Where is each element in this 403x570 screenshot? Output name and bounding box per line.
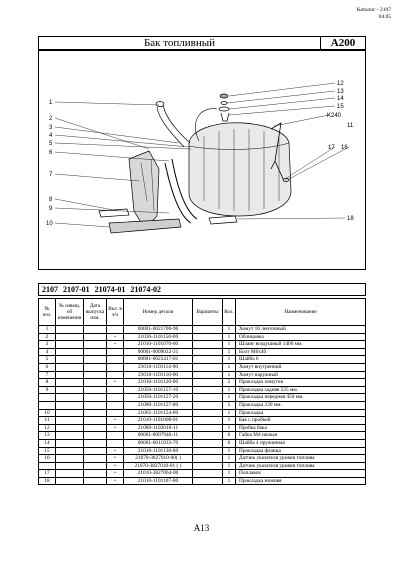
table-header-row bbox=[39, 299, 366, 326]
cell-name: Гайка М4 низкая bbox=[236, 432, 366, 440]
cell-notice bbox=[56, 386, 84, 394]
strap-outer bbox=[165, 163, 191, 223]
cell-spare bbox=[107, 394, 124, 402]
cell-variants bbox=[193, 439, 223, 447]
cell-variants bbox=[193, 394, 223, 402]
cell-part-number: 21010-1101008-01 bbox=[124, 417, 193, 425]
cell-date bbox=[84, 455, 107, 463]
cell-pos: 1 bbox=[39, 326, 56, 334]
cell-variants bbox=[193, 477, 223, 485]
cell-notice bbox=[56, 447, 84, 455]
table-row bbox=[39, 394, 366, 402]
cell-pos: 8 bbox=[39, 379, 56, 387]
cell-qty: 1 bbox=[223, 333, 236, 341]
cell-variants bbox=[193, 341, 223, 349]
cell-part-number: 21010-1101070-00 bbox=[124, 341, 193, 349]
callout-8: 8 bbox=[49, 197, 53, 203]
col-header-qty: Кол. bbox=[223, 299, 236, 326]
cell-name: Хомут наружный bbox=[236, 371, 366, 379]
cell-name: Прокладка bbox=[236, 409, 366, 417]
cell-pos: 2 bbox=[39, 333, 56, 341]
cell-spare: + bbox=[107, 341, 124, 349]
cell-qty: 1 bbox=[223, 363, 236, 371]
cell-spare bbox=[107, 439, 124, 447]
cell-name: Прокладка хомутов bbox=[236, 379, 366, 387]
cell-variants bbox=[193, 462, 223, 470]
cell-name: Болт М6х40 bbox=[236, 348, 366, 356]
cell-qty: 1 bbox=[223, 409, 236, 417]
cell-pos bbox=[39, 394, 56, 402]
cell-pos: 14 bbox=[39, 439, 56, 447]
cell-name: Датчик указателя уровня топлива bbox=[236, 455, 366, 463]
section-header bbox=[38, 36, 366, 50]
cell-notice bbox=[56, 341, 84, 349]
cell-qty: 1 bbox=[223, 371, 236, 379]
callout-2: 2 bbox=[49, 116, 53, 122]
cell-qty: 1 bbox=[223, 417, 236, 425]
cell-part-number: 21070-3827010-00( ) bbox=[124, 455, 193, 463]
table-row bbox=[39, 417, 366, 425]
cell-qty: 6 bbox=[223, 439, 236, 447]
cell-qty: 1 bbox=[223, 348, 236, 356]
callout-9: 9 bbox=[49, 206, 53, 212]
callout-4: 4 bbox=[49, 133, 53, 139]
cell-part-number: 21080-1103010-11 bbox=[124, 424, 193, 432]
cell-spare bbox=[107, 432, 124, 440]
cell-notice bbox=[56, 439, 84, 447]
cell-date bbox=[84, 379, 107, 387]
parts-diagram bbox=[38, 50, 366, 270]
table-row bbox=[39, 333, 366, 341]
cell-date bbox=[84, 363, 107, 371]
cell-part-number: 21010-1101120-00 bbox=[124, 379, 193, 387]
cell-part-number: 00001-0007940-11 bbox=[124, 432, 193, 440]
cell-pos: 18 bbox=[39, 477, 56, 485]
callout-16: 16 bbox=[341, 145, 348, 151]
table-row bbox=[39, 401, 366, 409]
table-row bbox=[39, 409, 366, 417]
cell-notice bbox=[56, 424, 84, 432]
cell-spare: + bbox=[107, 333, 124, 341]
cell-date bbox=[84, 470, 107, 478]
cell-spare: + bbox=[107, 477, 124, 485]
cell-qty: 1 bbox=[223, 424, 236, 432]
cell-name: Пробка бака bbox=[236, 424, 366, 432]
cell-part-number: 21010-1101138-00 bbox=[124, 447, 193, 455]
parts-table bbox=[38, 298, 366, 485]
cell-spare: + bbox=[107, 462, 124, 470]
cell-variants bbox=[193, 447, 223, 455]
cell-spare bbox=[107, 401, 124, 409]
callout-10: 10 bbox=[46, 221, 53, 227]
cell-variants bbox=[193, 363, 223, 371]
catalog-line-1: Каталог - 2107 bbox=[356, 7, 391, 13]
col-header-spare: Вкл. в з/ч bbox=[107, 299, 124, 326]
cell-variants bbox=[193, 432, 223, 440]
cell-part-number: 21010-1101110-00 bbox=[124, 371, 193, 379]
cell-date bbox=[84, 447, 107, 455]
callout-12: 12 bbox=[337, 81, 344, 87]
cell-name: Облицовка bbox=[236, 333, 366, 341]
callout-1: 1 bbox=[49, 100, 53, 106]
cell-pos: 6 bbox=[39, 363, 56, 371]
callout-18: 18 bbox=[347, 216, 354, 222]
cell-notice bbox=[56, 363, 84, 371]
callout-3: 3 bbox=[49, 125, 53, 131]
cell-qty: 6 bbox=[223, 432, 236, 440]
cell-date bbox=[84, 477, 107, 485]
cell-pos: 16 bbox=[39, 455, 56, 463]
cell-spare bbox=[107, 386, 124, 394]
cell-name: Поплавок bbox=[236, 470, 366, 478]
cell-date bbox=[84, 432, 107, 440]
cell-date bbox=[84, 439, 107, 447]
callout-15: 15 bbox=[337, 104, 344, 110]
callout-13: 13 bbox=[337, 89, 344, 95]
cell-qty: 2 bbox=[223, 379, 236, 387]
section-code: A200 bbox=[330, 37, 356, 49]
callout-11: 11 bbox=[347, 123, 354, 129]
cell-date bbox=[84, 401, 107, 409]
cell-spare: + bbox=[107, 447, 124, 455]
table-row bbox=[39, 455, 366, 463]
section-title: Бак топливный bbox=[39, 37, 321, 49]
cell-qty: 1 bbox=[223, 341, 236, 349]
page-number: A13 bbox=[193, 523, 210, 533]
parts-table-section bbox=[38, 283, 366, 485]
cell-part-number: 21061-1101154-00 bbox=[124, 409, 193, 417]
cell-name: Хомут 16 ленточный bbox=[236, 326, 366, 334]
cell-date bbox=[84, 341, 107, 349]
cell-part-number: 21010-1101114-00 bbox=[124, 363, 193, 371]
cell-pos: 11 bbox=[39, 417, 56, 425]
cell-notice bbox=[56, 432, 84, 440]
cell-name: Прокладка нижняя bbox=[236, 477, 366, 485]
cell-notice bbox=[56, 333, 84, 341]
cell-pos: 7 bbox=[39, 371, 56, 379]
cell-spare bbox=[107, 371, 124, 379]
table-row bbox=[39, 439, 366, 447]
cell-spare bbox=[107, 348, 124, 356]
cell-notice bbox=[56, 462, 84, 470]
cell-part-number: 00001-0025417-01 bbox=[124, 356, 193, 364]
cell-variants bbox=[193, 409, 223, 417]
cell-spare: + bbox=[107, 417, 124, 425]
cell-name: Шайба 6 bbox=[236, 356, 366, 364]
cell-notice bbox=[56, 371, 84, 379]
cell-pos: 13 bbox=[39, 432, 56, 440]
cell-date bbox=[84, 409, 107, 417]
col-header-name: Наименование bbox=[236, 299, 366, 326]
table-row bbox=[39, 470, 366, 478]
cell-notice bbox=[56, 401, 84, 409]
callout-14: 14 bbox=[337, 96, 344, 102]
cell-qty: 1 bbox=[223, 477, 236, 485]
cell-qty: 1 bbox=[223, 462, 236, 470]
cell-date bbox=[84, 417, 107, 425]
table-body bbox=[39, 326, 366, 485]
cell-pos: 3 bbox=[39, 341, 56, 349]
cell-variants bbox=[193, 470, 223, 478]
cell-variants bbox=[193, 386, 223, 394]
cell-spare: + bbox=[107, 379, 124, 387]
cell-name: Хомут внутренний bbox=[236, 363, 366, 371]
col-header-date: Дата выпуска изм. bbox=[84, 299, 107, 326]
callout-17: 17 bbox=[328, 145, 335, 151]
cell-date bbox=[84, 462, 107, 470]
cell-pos: 10 bbox=[39, 409, 56, 417]
table-row bbox=[39, 371, 366, 379]
cell-pos: 4 bbox=[39, 348, 56, 356]
cell-name: Шайба 4 пружинная bbox=[236, 439, 366, 447]
cell-notice bbox=[56, 379, 84, 387]
table-row bbox=[39, 348, 366, 356]
table-row bbox=[39, 341, 366, 349]
cell-variants bbox=[193, 424, 223, 432]
table-row bbox=[39, 447, 366, 455]
cell-date bbox=[84, 348, 107, 356]
cell-qty: 1 bbox=[223, 455, 236, 463]
cell-pos bbox=[39, 401, 56, 409]
table-row bbox=[39, 477, 366, 485]
col-header-part-number: Номер детали bbox=[124, 299, 193, 326]
cell-part-number: 21070-3827010-01 ( ) bbox=[124, 462, 193, 470]
cell-notice bbox=[56, 409, 84, 417]
cell-variants bbox=[193, 356, 223, 364]
cell-notice bbox=[56, 417, 84, 425]
cell-variants bbox=[193, 417, 223, 425]
col-header-pos: № поз. bbox=[39, 299, 56, 326]
cell-spare: + bbox=[107, 424, 124, 432]
models-line: 2107 2107-01 21074-01 21074-02 bbox=[38, 283, 366, 296]
cell-variants bbox=[193, 401, 223, 409]
col-header-variants: Варианты bbox=[193, 299, 223, 326]
fuel-cap bbox=[220, 94, 228, 98]
cell-part-number: 21010-1101107-00 bbox=[124, 477, 193, 485]
cell-spare: + bbox=[107, 455, 124, 463]
table-row bbox=[39, 379, 366, 387]
cell-variants bbox=[193, 455, 223, 463]
table-row bbox=[39, 424, 366, 432]
cell-notice bbox=[56, 348, 84, 356]
cell-part-number: 00001-0021700-90 bbox=[124, 326, 193, 334]
cell-pos: 17 bbox=[39, 470, 56, 478]
cell-qty: 1 bbox=[223, 386, 236, 394]
fuel-tank-drawing bbox=[39, 51, 367, 271]
cell-spare bbox=[107, 409, 124, 417]
cell-notice bbox=[56, 477, 84, 485]
tank-outline bbox=[189, 123, 291, 216]
cell-pos: 15 bbox=[39, 447, 56, 455]
cell-notice bbox=[56, 326, 84, 334]
cell-name: Бак с пробкой bbox=[236, 417, 366, 425]
callout-5: 5 bbox=[49, 141, 53, 147]
cell-part-number: 00001-0009032-21 bbox=[124, 348, 193, 356]
cell-pos: 9 bbox=[39, 386, 56, 394]
cell-qty: 1 bbox=[223, 470, 236, 478]
cell-name: Прокладка фланца bbox=[236, 447, 366, 455]
cell-spare bbox=[107, 356, 124, 364]
cell-notice bbox=[56, 455, 84, 463]
cell-pos: 5 bbox=[39, 356, 56, 364]
cell-date bbox=[84, 394, 107, 402]
cell-date bbox=[84, 326, 107, 334]
cell-part-number: 21080-1101157-00 bbox=[124, 401, 193, 409]
cell-spare: + bbox=[107, 470, 124, 478]
cell-part-number: 21050-1101157-10 bbox=[124, 386, 193, 394]
cell-part-number: 21010-3827064-00 bbox=[124, 470, 193, 478]
cell-qty: 1 bbox=[223, 326, 236, 334]
left-cover bbox=[129, 151, 159, 229]
cell-variants bbox=[193, 348, 223, 356]
col-header-notice: № извещ. об изменении bbox=[56, 299, 84, 326]
cell-variants bbox=[193, 379, 223, 387]
table-row bbox=[39, 386, 366, 394]
cell-spare bbox=[107, 326, 124, 334]
cell-part-number: 21050-1101157-20 bbox=[124, 394, 193, 402]
table-row bbox=[39, 363, 366, 371]
cell-variants bbox=[193, 371, 223, 379]
cell-name: Датчик указателя уровня топлива bbox=[236, 462, 366, 470]
catalog-info bbox=[357, 7, 391, 20]
cell-variants bbox=[193, 333, 223, 341]
cell-date bbox=[84, 333, 107, 341]
cell-date bbox=[84, 424, 107, 432]
cell-name: Шланг воздушный 1400 мм. bbox=[236, 341, 366, 349]
cell-name: Прокладка задняя 225 мм. bbox=[236, 386, 366, 394]
cell-spare bbox=[107, 363, 124, 371]
cell-notice bbox=[56, 394, 84, 402]
cell-part-number: 00001-0011933-70 bbox=[124, 439, 193, 447]
table-row bbox=[39, 356, 366, 364]
bottom-gasket bbox=[109, 219, 181, 233]
cell-date bbox=[84, 371, 107, 379]
cell-qty: 1 bbox=[223, 356, 236, 364]
cell-qty: 1 bbox=[223, 394, 236, 402]
cell-variants bbox=[193, 326, 223, 334]
cell-notice bbox=[56, 356, 84, 364]
cell-qty: 5 bbox=[223, 401, 236, 409]
cell-part-number: 21030-1101150-00 bbox=[124, 333, 193, 341]
cell-name: Прокладка 220 мм. bbox=[236, 401, 366, 409]
cell-notice bbox=[56, 470, 84, 478]
cell-pos bbox=[39, 462, 56, 470]
callout-7: 7 bbox=[49, 172, 53, 178]
callout-6: 6 bbox=[49, 150, 53, 156]
cell-date bbox=[84, 356, 107, 364]
table-row bbox=[39, 326, 366, 334]
callout-k240: K240 bbox=[327, 113, 342, 119]
cell-pos: 12 bbox=[39, 424, 56, 432]
catalog-line-2: 04.05 bbox=[378, 13, 391, 20]
cell-date bbox=[84, 386, 107, 394]
cell-qty: 1 bbox=[223, 447, 236, 455]
table-row bbox=[39, 432, 366, 440]
table-row bbox=[39, 462, 366, 470]
sender-gasket bbox=[209, 216, 237, 224]
cell-name: Прокладка передняя 450 мм. bbox=[236, 394, 366, 402]
